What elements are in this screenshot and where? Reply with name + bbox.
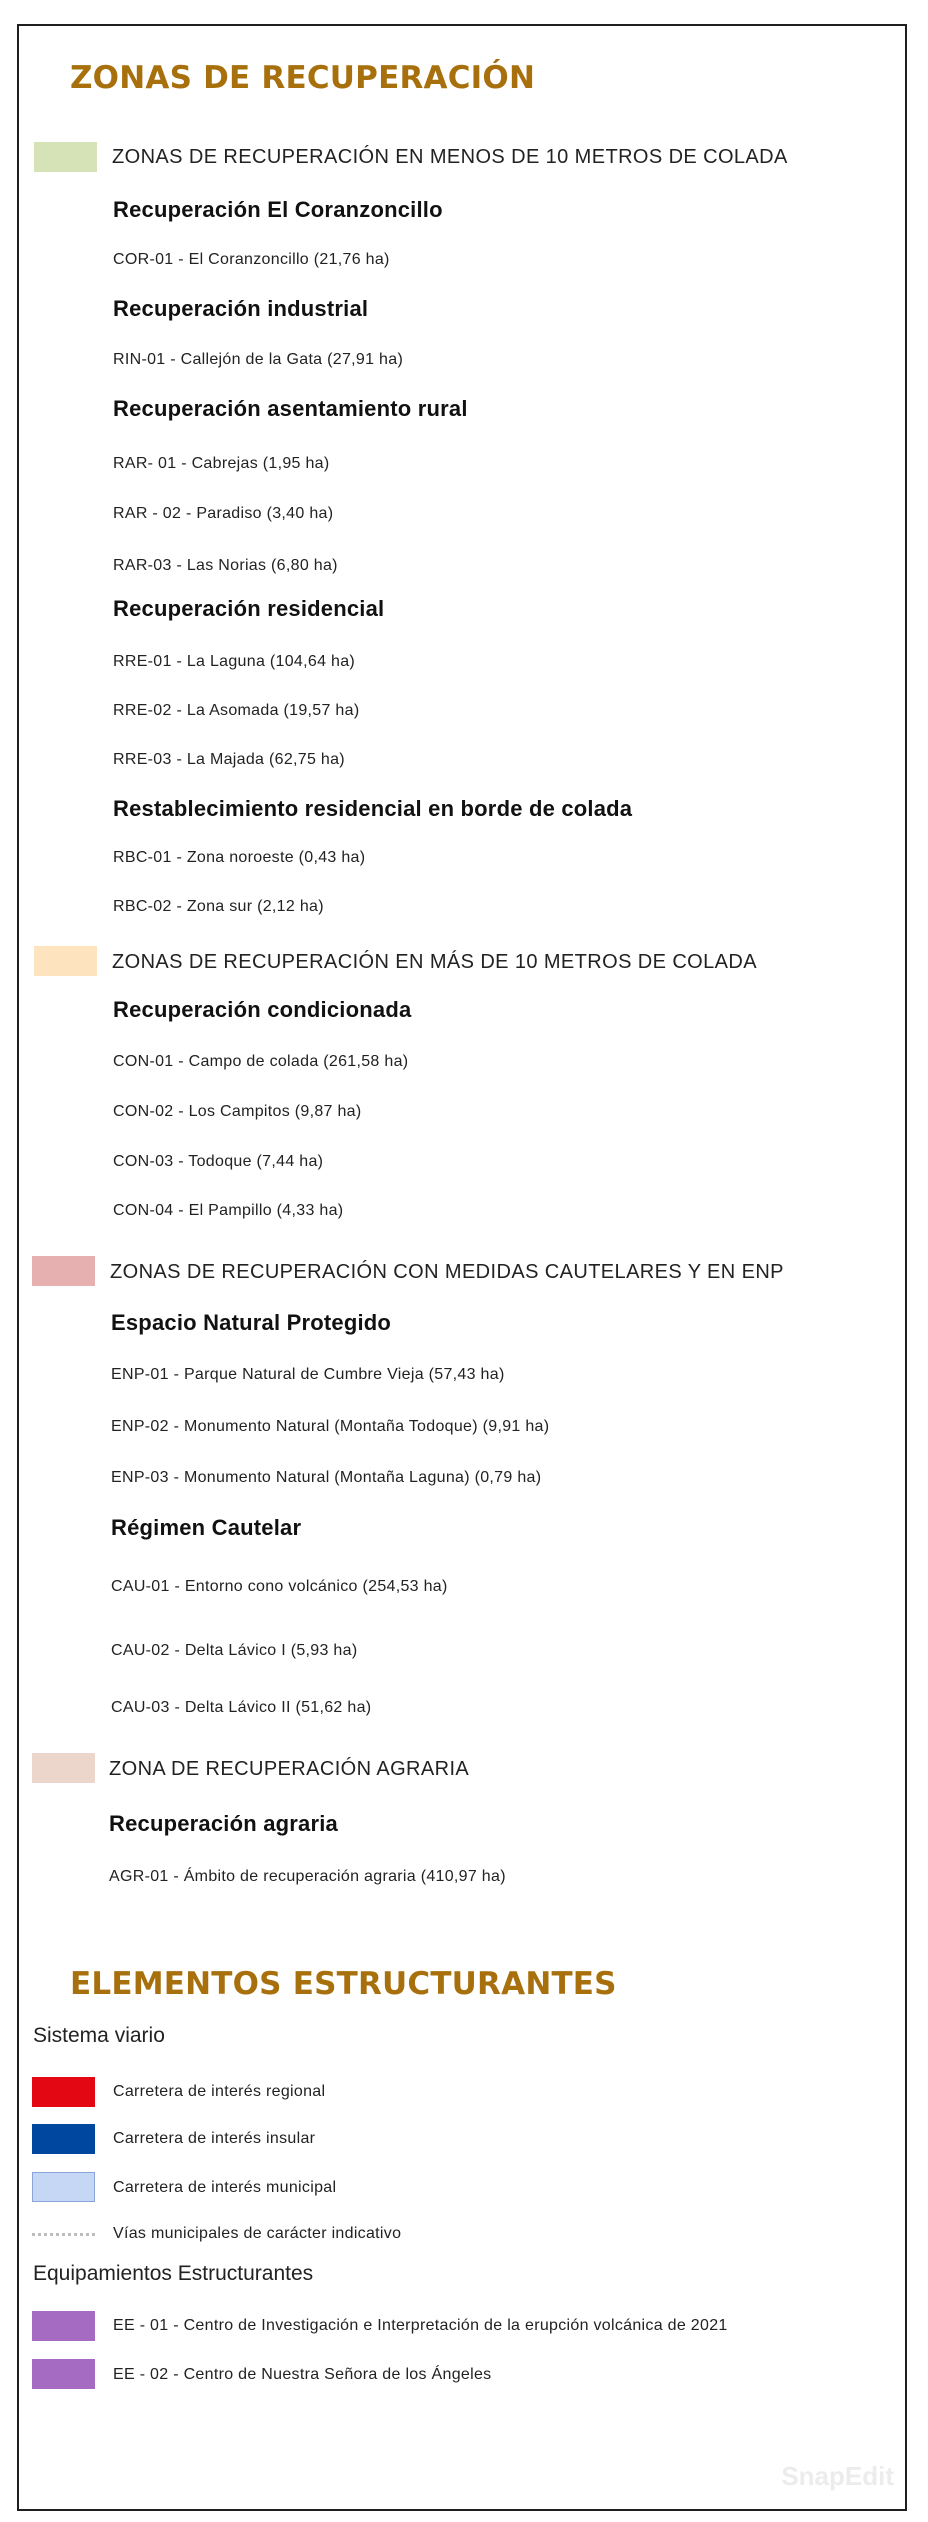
subheading-industrial: Recuperación industrial bbox=[113, 296, 369, 321]
equipment-heading: Equipamientos Estructurantes bbox=[33, 2262, 314, 2285]
legend-item-rar02: RAR - 02 - Paradiso (3,40 ha) bbox=[113, 505, 334, 522]
legend-item-enp01: ENP-01 - Parque Natural de Cumbre Vieja (57,43 ha) bbox=[111, 1366, 505, 1383]
legend-item-rre02: RRE-02 - La Asomada (19,57 ha) bbox=[113, 702, 360, 719]
subheading-border: Restablecimiento residencial en borde de colada bbox=[113, 796, 633, 821]
legend-item-agr01: AGR-01 - Ámbito de recuperación agraria (410,97 ha) bbox=[109, 1868, 506, 1885]
subheading-rural: Recuperación asentamiento rural bbox=[113, 396, 468, 421]
legend-item-rre03: RRE-03 - La Majada (62,75 ha) bbox=[113, 751, 345, 768]
structural-elements-title: ELEMENTOS ESTRUCTURANTES bbox=[70, 1966, 617, 2002]
legend-item-ee02: EE - 02 - Centro de Nuestra Señora de los Ángeles bbox=[113, 2366, 492, 2383]
legend-item-cau02: CAU-02 - Delta Lávico I (5,93 ha) bbox=[111, 1642, 358, 1659]
legend-item-ee01: EE - 01 - Centro de Investigación e Interpretación de la erupción volcánica de 2021 bbox=[113, 2317, 728, 2334]
legend-item-rar03: RAR-03 - Las Norias (6,80 ha) bbox=[113, 557, 338, 574]
watermark-logo: SnapEdit bbox=[781, 2461, 894, 2491]
ee01-swatch bbox=[32, 2311, 95, 2341]
indicative-road-line bbox=[32, 2233, 95, 2236]
legend-item-con04: CON-04 - El Pampillo (4,33 ha) bbox=[113, 1202, 344, 1219]
subheading-agrarian: Recuperación agraria bbox=[109, 1811, 338, 1836]
legend-item-insular-road: Carretera de interés insular bbox=[113, 2130, 316, 2147]
recovery-zones-title: ZONAS DE RECUPERACIÓN bbox=[70, 60, 536, 96]
legend-item-cor01: COR-01 - El Coranzoncillo (21,76 ha) bbox=[113, 251, 390, 268]
legend-item-municipal-road: Carretera de interés municipal bbox=[113, 2179, 337, 2196]
legend-item-con03: CON-03 - Todoque (7,44 ha) bbox=[113, 1153, 324, 1170]
subheading-coranzoncillo: Recuperación El Coranzoncillo bbox=[113, 197, 443, 222]
legend-item-enp02: ENP-02 - Monumento Natural (Montaña Todoque) (9,91 ha) bbox=[111, 1418, 550, 1435]
legend-item-rar01: RAR- 01 - Cabrejas (1,95 ha) bbox=[113, 455, 330, 472]
legend-item-regional-road: Carretera de interés regional bbox=[113, 2083, 326, 2100]
ee02-swatch bbox=[32, 2359, 95, 2389]
legend-item-cau03: CAU-03 - Delta Lávico II (51,62 ha) bbox=[111, 1699, 372, 1716]
beige-swatch bbox=[32, 1753, 95, 1783]
road-system-heading: Sistema viario bbox=[33, 2024, 165, 2047]
legend-item-rre01: RRE-01 - La Laguna (104,64 ha) bbox=[113, 653, 356, 670]
category-over-10m-label: ZONAS DE RECUPERACIÓN EN MÁS DE 10 METROS DE COLADA bbox=[112, 951, 757, 973]
municipal-road-swatch bbox=[32, 2172, 95, 2202]
legend-item-rbc02: RBC-02 - Zona sur (2,12 ha) bbox=[113, 898, 324, 915]
legend-item-enp03: ENP-03 - Monumento Natural (Montaña Laguna) (0,79 ha) bbox=[111, 1469, 542, 1486]
regional-road-swatch bbox=[32, 2077, 95, 2107]
category-agrarian-label: ZONA DE RECUPERACIÓN AGRARIA bbox=[109, 1758, 470, 1780]
yellow-swatch bbox=[34, 946, 97, 976]
insular-road-swatch bbox=[32, 2124, 95, 2154]
green-swatch bbox=[34, 142, 97, 172]
pink-swatch bbox=[32, 1256, 95, 1286]
legend-item-con01: CON-01 - Campo de colada (261,58 ha) bbox=[113, 1053, 409, 1070]
legend-item-rin01: RIN-01 - Callejón de la Gata (27,91 ha) bbox=[113, 351, 404, 368]
subheading-conditioned: Recuperación condicionada bbox=[113, 997, 412, 1022]
subheading-cautionary-regime: Régimen Cautelar bbox=[111, 1515, 302, 1540]
category-cautionary-label: ZONAS DE RECUPERACIÓN CON MEDIDAS CAUTELARES Y EN ENP bbox=[110, 1261, 784, 1283]
legend-item-rbc01: RBC-01 - Zona noroeste (0,43 ha) bbox=[113, 849, 366, 866]
legend-item-indicative-road: Vías municipales de carácter indicativo bbox=[113, 2225, 402, 2242]
legend-item-cau01: CAU-01 - Entorno cono volcánico (254,53 ha) bbox=[111, 1578, 448, 1595]
subheading-residential: Recuperación residencial bbox=[113, 596, 385, 621]
legend-item-con02: CON-02 - Los Campitos (9,87 ha) bbox=[113, 1103, 362, 1120]
category-under-10m-label: ZONAS DE RECUPERACIÓN EN MENOS DE 10 METROS DE COLADA bbox=[112, 146, 788, 168]
subheading-protected-space: Espacio Natural Protegido bbox=[111, 1310, 392, 1335]
